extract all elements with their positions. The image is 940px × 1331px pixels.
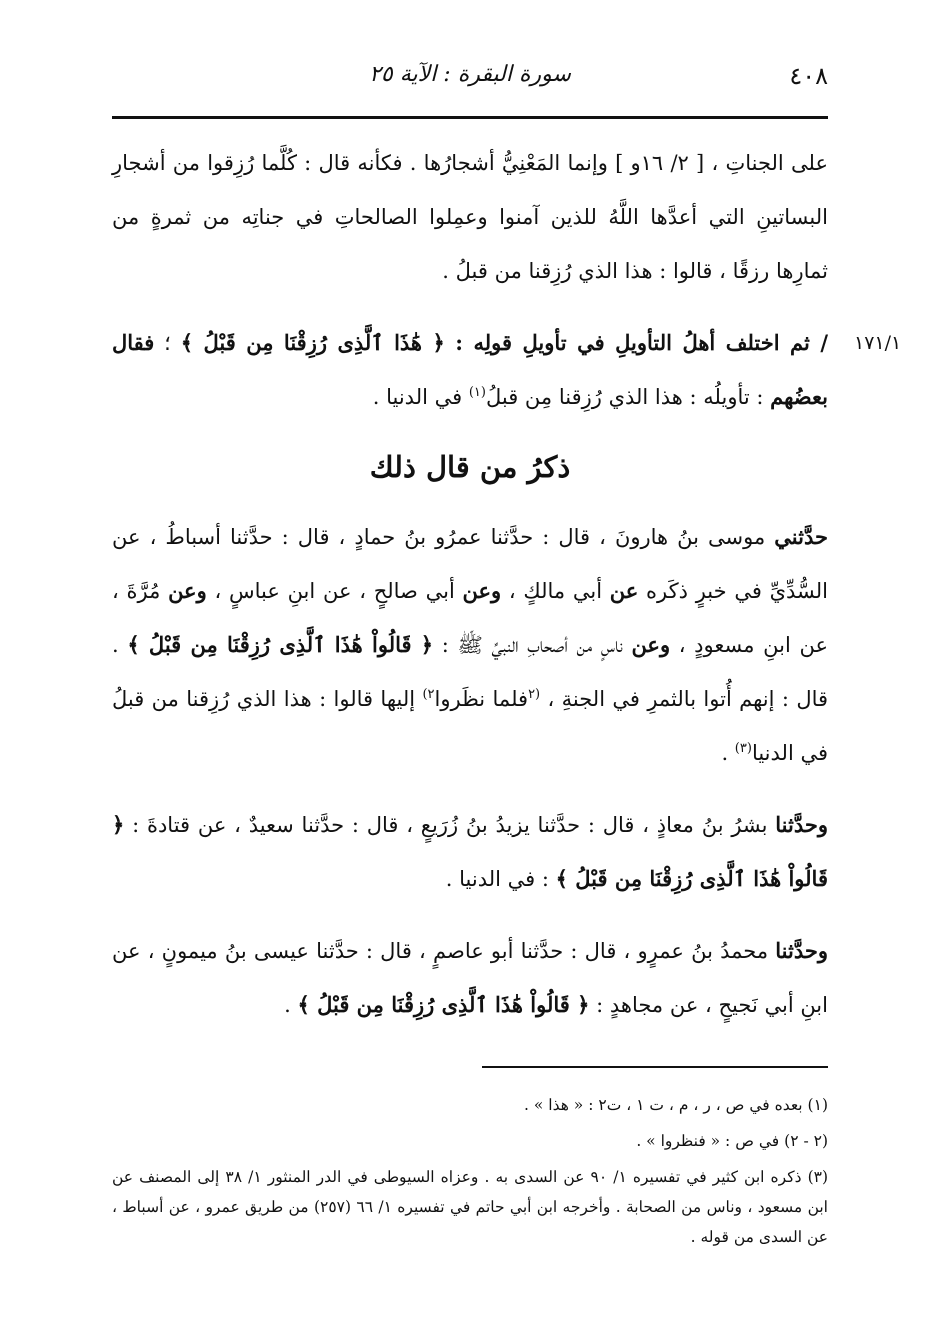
text-run: في الدنيا . <box>372 385 469 409</box>
running-title: سورة البقرة : الآية ٢٥ <box>369 62 571 87</box>
section-heading: ذكرُ من قال ذلك <box>369 450 571 484</box>
footnote-marker: (٢ <box>528 687 541 702</box>
text-run: . <box>284 993 298 1017</box>
text-run: ؛ <box>154 331 181 355</box>
text-run: محمدُ بنُ عمرٍو ، قال : حدَّثنا أبو عاصمٍ ، قال : حدَّثنا عيسى بنُ ميمونٍ ، عن ابنِ أبي نَجيحٍ ، عن مجاهدٍ : <box>112 939 828 1017</box>
text-run: : تأويلُه : هذا الذي رُزِقنا مِن قبلُ <box>485 385 771 409</box>
paragraph-1 <box>112 136 828 298</box>
footnote-marker: ٢) <box>422 687 435 702</box>
text-run: مُرَّةَ ، عن ابنِ مسعودٍ ، <box>112 579 828 657</box>
paragraph-2 <box>112 316 902 424</box>
quran-quote: ﴿ قَالُواْ هَٰذَا ٱلَّذِى رُزِقْنَا مِن قَبْلُ ﴾ <box>112 812 828 891</box>
paragraph-5 <box>112 924 828 1032</box>
text-run: . <box>721 741 735 765</box>
paragraph-2-intro: / ثم اختلف أهلُ التأويلِ في تأويلِ قولِه : <box>444 330 829 355</box>
margin-reference: ١٧١/١ <box>854 332 902 354</box>
footnote-rule <box>482 1066 828 1068</box>
bold-phrase: وعن <box>462 578 502 603</box>
main-text <box>112 136 902 1050</box>
paragraph-3 <box>112 510 828 780</box>
footnotes <box>112 1090 828 1258</box>
text-run: بشرُ بنُ معاذٍ ، قال : حدَّثنا يزيدُ بنُ زُرَيعٍ ، قال : حدَّثنا سعيدٌ ، عن قتادةَ : <box>124 813 776 837</box>
bold-phrase: حدَّثني <box>774 524 828 549</box>
quran-quote: ﴿ قَالُواْ هَٰذَا ٱلَّذِى رُزِقْنَا مِن قَبْلُ ﴾ <box>297 992 590 1017</box>
page-number: ٤٠٨ <box>789 62 828 90</box>
bold-phrase: وعن <box>631 632 671 657</box>
text-run: : في الدنيا . <box>445 867 556 891</box>
text-run: فلما نظَروا <box>434 687 529 711</box>
quran-quote: ﴿ قَالُواْ هَٰذَا ٱلَّذِى رُزِقْنَا مِن قَبْلُ ﴾ <box>127 632 434 657</box>
text-run: أبي مالكٍ ، <box>501 579 610 603</box>
bold-phrase: وعن <box>168 578 207 603</box>
bold-phrase: عن <box>609 578 639 603</box>
bold-phrase: وحدَّثنا <box>775 812 828 837</box>
paragraph-4 <box>112 798 828 906</box>
text-run: . قال : إنهم أُتوا بالثمرِ في الجنةِ ، <box>112 633 829 711</box>
footnote-1: (١) بعده في ص ، ر ، م ، ت ١ ، ت٢ : « هذا » . <box>524 1096 828 1114</box>
text-run: أبي صالحٍ ، عن ابنِ عباسٍ ، <box>206 579 463 603</box>
header-rule <box>112 116 828 119</box>
footnote-2: (٢ - ٢) في ص : « فنظروا » . <box>636 1132 828 1150</box>
text-run: ناسٍ من أصحابِ النبيِّ ﷺ : <box>433 633 632 657</box>
text-run: إليها قالوا : هذا الذي رُزِقنا من قبلُ في الدنيا <box>112 687 828 765</box>
paragraph-1-text: على الجناتِ ، [ ٢/ ١٦و ] وإنما المَعْنِيُّ أشجارُها . فكأنه قال : كُلَّما رُزِقوا من أشجارِ البساتينِ التي أعدَّها اللَّهُ للذين آمنوا وعمِلوا الصالحاتِ في جناتِه من ثمرةٍ من ثمارِها رزقًا ، قالوا : هذا الذي رُزِقنا من قبلُ . <box>112 151 828 283</box>
text-run: موسى بنُ هارونَ ، قال : حدَّثنا عمرُو بنُ حمادٍ ، قال : حدَّثنا أسباطُ ، عن السُّدِّيِّ في خبرٍ ذكَره <box>112 525 829 603</box>
bold-phrase: وحدَّثنا <box>775 938 828 963</box>
footnote-marker: (٣) <box>734 741 752 756</box>
footnote-marker: (١) <box>468 385 486 400</box>
running-header <box>112 62 828 106</box>
bold-phrase: فقال بعضُهم <box>112 330 828 409</box>
footnote-3: (٣) ذكره ابن كثير في تفسيره ١/ ٩٠ عن السدى به . وعزاه السيوطى في الدر المنثور ١/ ٣٨ إلى المصنف عن ابن مسعود ، وناس من الصحابة . وأخرجه ابن أبي حاتم في تفسيره ١/ ٦٦ (٢٥٧) من طريق عمرو ، عن أسباط ، عن السدى من قوله . <box>112 1168 829 1246</box>
quran-quote: ﴿ هَٰذَا ٱلَّذِى رُزِقْنَا مِن قَبْلُ ﴾ <box>180 330 445 355</box>
